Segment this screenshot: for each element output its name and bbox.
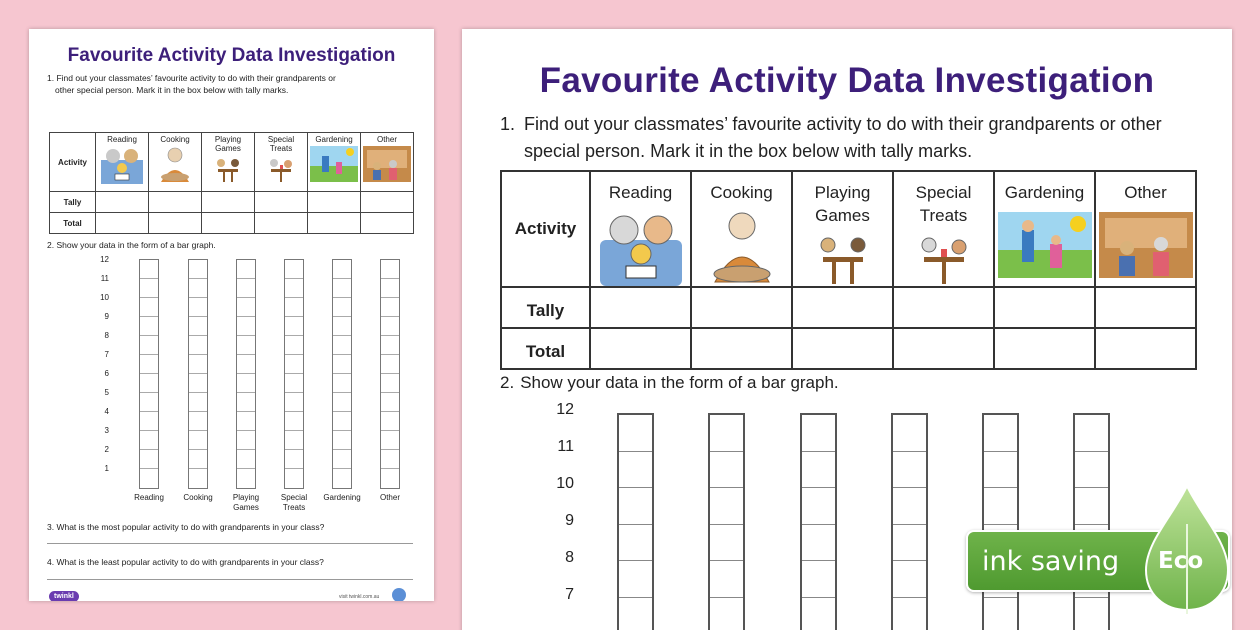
small-sheet-title: Favourite Activity Data Investigation bbox=[67, 45, 396, 66]
large-bar-column[interactable] bbox=[617, 413, 654, 630]
small-y-tick: 6 bbox=[104, 369, 109, 378]
special-treats-illustration bbox=[916, 231, 972, 285]
small-bar-column[interactable] bbox=[380, 259, 400, 489]
small-y-tick: 12 bbox=[100, 255, 109, 264]
eco-label: Eco bbox=[1158, 548, 1204, 574]
small-y-tick: 7 bbox=[104, 350, 109, 359]
gardening-illustration bbox=[998, 212, 1092, 278]
large-bar-column[interactable] bbox=[891, 413, 928, 630]
gardening-illustration bbox=[310, 146, 358, 182]
small-bar-column[interactable] bbox=[332, 259, 352, 489]
large-activity-playing-games: Playing Games bbox=[792, 171, 893, 287]
small-question-1-line-2: other special person. Mark it in the box below with tally marks. bbox=[55, 85, 289, 95]
large-activity-table bbox=[500, 170, 1197, 370]
reading-illustration bbox=[99, 146, 145, 184]
small-total-cell[interactable] bbox=[202, 213, 255, 234]
small-y-tick: 4 bbox=[104, 407, 109, 416]
large-row-header-tally: Tally bbox=[501, 287, 590, 328]
total-cell[interactable] bbox=[792, 328, 893, 369]
small-tally-cell[interactable] bbox=[255, 192, 308, 213]
total-cell[interactable] bbox=[691, 328, 792, 369]
small-activity-playing-games: Playing Games bbox=[202, 133, 255, 192]
tally-cell[interactable] bbox=[691, 287, 792, 328]
large-activity-reading: Reading bbox=[590, 171, 691, 287]
footer-url: visit twinkl.com.au bbox=[339, 594, 380, 600]
large-question-2: 2. Show your data in the form of a bar graph. bbox=[500, 373, 839, 392]
tally-cell[interactable] bbox=[792, 287, 893, 328]
twinkl-logo: twinkl bbox=[49, 591, 79, 601]
small-y-tick: 9 bbox=[104, 312, 109, 321]
large-y-tick: 9 bbox=[565, 512, 574, 529]
small-total-cell[interactable] bbox=[255, 213, 308, 234]
small-y-tick: 8 bbox=[104, 331, 109, 340]
large-activity-other: Other bbox=[1095, 171, 1196, 287]
small-activity-other: Other bbox=[361, 133, 414, 192]
large-activity-special-treats: Special Treats bbox=[893, 171, 994, 287]
small-y-tick: 1 bbox=[104, 464, 109, 473]
tally-cell[interactable] bbox=[590, 287, 691, 328]
tally-cell[interactable] bbox=[994, 287, 1095, 328]
small-question-3: 3. What is the most popular activity to do with grandparents in your class? bbox=[47, 522, 325, 532]
small-activity-table bbox=[49, 132, 414, 234]
total-cell[interactable] bbox=[994, 328, 1095, 369]
large-y-tick: 11 bbox=[557, 438, 574, 455]
large-sheet-title: Favourite Activity Data Investigation bbox=[539, 61, 1155, 100]
small-activity-cooking: Cooking bbox=[149, 133, 202, 192]
small-bar-column[interactable] bbox=[284, 259, 304, 489]
other-illustration bbox=[363, 146, 411, 182]
large-bar-column[interactable] bbox=[800, 413, 837, 630]
large-y-tick: 7 bbox=[565, 586, 574, 603]
large-bar-column[interactable] bbox=[982, 413, 1019, 630]
playing-games-illustration bbox=[815, 231, 871, 285]
small-y-tick: 5 bbox=[104, 388, 109, 397]
large-row-header-activity: Activity bbox=[501, 171, 590, 287]
small-question-2: 2. Show your data in the form of a bar graph. bbox=[47, 240, 216, 250]
small-total-cell[interactable] bbox=[149, 213, 202, 234]
small-answer-line-3[interactable] bbox=[47, 543, 413, 544]
small-activity-special-treats: Special Treats bbox=[255, 133, 308, 192]
twinkl-badge-icon bbox=[392, 588, 406, 601]
reading-illustration bbox=[596, 210, 686, 286]
total-cell[interactable] bbox=[893, 328, 994, 369]
small-question-1-line-1: 1. Find out your classmates’ favourite activity to do with their grandparents or bbox=[47, 73, 336, 83]
small-tally-cell[interactable] bbox=[96, 192, 149, 213]
special-treats-illustration bbox=[266, 155, 296, 183]
total-cell[interactable] bbox=[1095, 328, 1196, 369]
small-total-cell[interactable] bbox=[96, 213, 149, 234]
small-tally-cell[interactable] bbox=[149, 192, 202, 213]
small-x-label: Reading bbox=[134, 493, 164, 502]
small-x-label: Special Treats bbox=[280, 493, 308, 512]
small-y-tick: 10 bbox=[100, 293, 109, 302]
small-bar-column[interactable] bbox=[236, 259, 256, 489]
large-bar-column[interactable] bbox=[708, 413, 745, 630]
cooking-illustration bbox=[707, 210, 777, 286]
small-x-label: Playing Games bbox=[232, 493, 260, 512]
total-cell[interactable] bbox=[590, 328, 691, 369]
playing-games-illustration bbox=[213, 155, 243, 183]
small-row-header-total: Total bbox=[50, 213, 96, 234]
cooking-illustration bbox=[155, 146, 195, 184]
small-activity-reading: Reading bbox=[96, 133, 149, 192]
ink-saving-text: ink saving bbox=[982, 546, 1120, 577]
small-x-label: Cooking bbox=[183, 493, 213, 502]
small-tally-cell[interactable] bbox=[361, 192, 414, 213]
tally-cell[interactable] bbox=[893, 287, 994, 328]
small-tally-cell[interactable] bbox=[308, 192, 361, 213]
small-y-tick: 2 bbox=[104, 445, 109, 454]
small-question-4: 4. What is the least popular activity to do with grandparents in your class? bbox=[47, 557, 324, 567]
small-y-tick: 11 bbox=[100, 274, 109, 283]
tally-cell[interactable] bbox=[1095, 287, 1196, 328]
large-activity-gardening: Gardening bbox=[994, 171, 1095, 287]
worksheet-preview-small bbox=[29, 29, 434, 601]
large-activity-cooking: Cooking bbox=[691, 171, 792, 287]
small-x-label: Other bbox=[379, 493, 400, 502]
large-y-tick: 8 bbox=[565, 549, 574, 566]
small-row-header-tally: Tally bbox=[50, 192, 96, 213]
large-row-header-total: Total bbox=[501, 328, 590, 369]
small-tally-cell[interactable] bbox=[202, 192, 255, 213]
small-answer-line-4[interactable] bbox=[47, 579, 413, 580]
small-total-cell[interactable] bbox=[308, 213, 361, 234]
small-row-header-activity: Activity bbox=[50, 133, 96, 192]
small-bar-graph bbox=[49, 253, 419, 512]
large-question-1: 1. Find out your classmates’ favourite activity to do with their grandparents or other special person. Mark it in the box below with tally marks. bbox=[500, 114, 1162, 161]
small-x-label: Gardening bbox=[323, 493, 361, 502]
small-bar-column[interactable] bbox=[139, 259, 159, 489]
large-y-tick: 10 bbox=[556, 475, 574, 492]
small-y-tick: 3 bbox=[104, 426, 109, 435]
large-bar-column[interactable] bbox=[1073, 413, 1110, 630]
small-activity-gardening: Gardening bbox=[308, 133, 361, 192]
other-illustration bbox=[1099, 212, 1193, 278]
large-y-tick: 12 bbox=[556, 401, 574, 418]
small-bar-column[interactable] bbox=[188, 259, 208, 489]
small-total-cell[interactable] bbox=[361, 213, 414, 234]
